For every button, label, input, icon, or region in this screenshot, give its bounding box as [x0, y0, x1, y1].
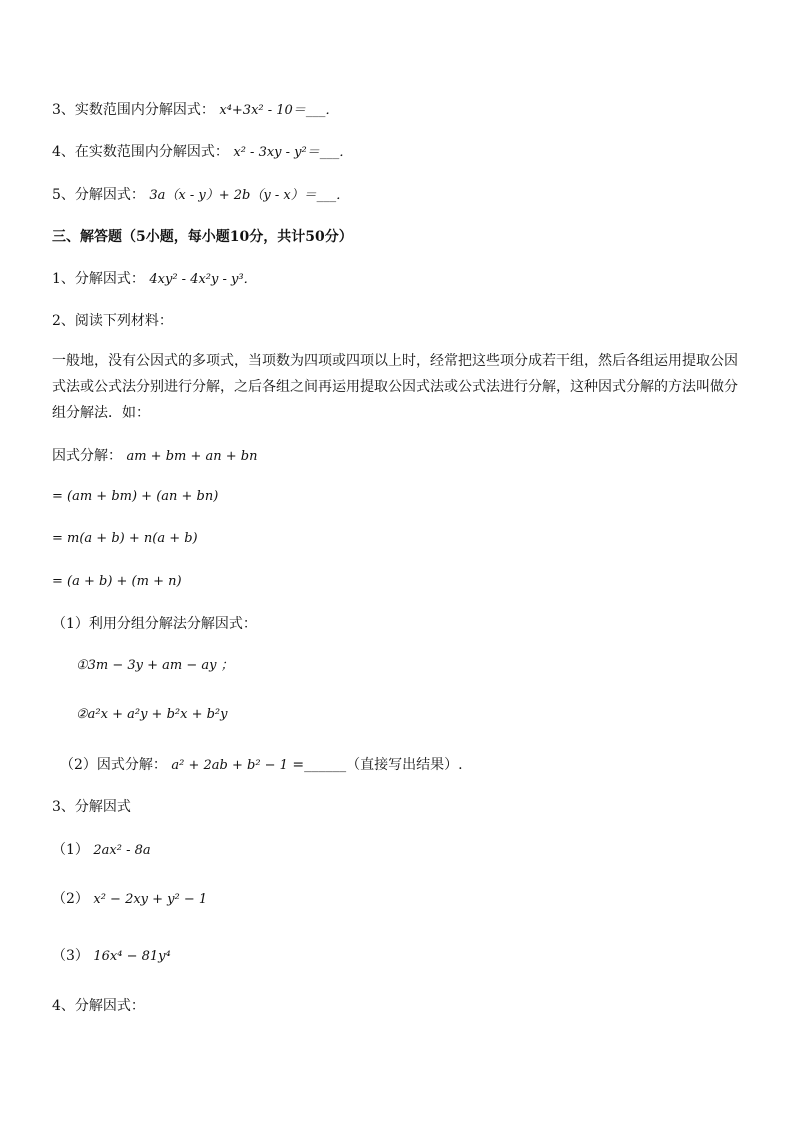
section-3-title: 三、解答题（5小题，每小题10分，共计50分） [52, 229, 353, 245]
example-line [52, 447, 257, 466]
example-step-2: = m(a + b) + n(a + b) [52, 531, 198, 546]
part-1-label: （1）利用分组分解法分解因式： [52, 616, 257, 632]
part-2-label: （2）因式分解： [60, 757, 167, 773]
question-5-label: 5、分解因式： [52, 187, 145, 203]
question-3-expr: x⁴+3x² - 10＝___． [219, 103, 339, 118]
solution-question-4-label: 4、分解因式： [52, 998, 145, 1014]
solution-question-2-label: 2、阅读下列材料： [52, 313, 173, 329]
solution-question-1 [52, 270, 257, 289]
example-label: 因式分解： [52, 448, 122, 464]
material-paragraph: 一般地，没有公因式的多项式，当项数为四项或四项以上时，经常把这些项分成若干组，然后各组运用提取公因式法或公式法分别进行分解，之后各组之间再运用提取公因式法或公式法进行分解，这种因式分解的方法叫做分组分解法．如： [52, 353, 738, 421]
part-2-suffix: =______（直接写出结果）. [292, 757, 463, 773]
solution-question-1-label: 1、分解因式： [52, 271, 145, 287]
sq3-part-1-expr: 2ax² - 8a [93, 843, 151, 858]
sq3-part-1-label: （1） [52, 842, 89, 858]
sq3-part-1 [52, 841, 151, 860]
sq3-part-3-expr: 16x⁴ − 81y⁴ [93, 949, 171, 964]
part-1-b: ②a²x + a²y + b²x + b²y [76, 707, 228, 722]
sq3-part-2-label: （2） [52, 891, 89, 907]
part-2-line [60, 756, 463, 775]
example-step-3: = (a + b) + (m + n) [52, 574, 182, 589]
part-2-expr: a² + 2ab + b² − 1 [171, 758, 288, 773]
question-5 [52, 186, 349, 205]
question-4 [52, 143, 352, 162]
part-1-a: ①3m − 3y + am − ay ； [76, 658, 234, 673]
question-4-label: 4、在实数范围内分解因式： [52, 144, 229, 160]
solution-question-1-expr: 4xy² - 4x²y - y³． [149, 272, 257, 287]
example-step-1: = (am + bm) + (an + bn) [52, 489, 219, 504]
question-3 [52, 101, 338, 120]
sq3-part-3 [52, 947, 171, 966]
question-4-expr: x² - 3xy - y²＝___． [233, 145, 353, 160]
sq3-part-3-label: （3） [52, 948, 89, 964]
sq3-part-2-expr: x² − 2xy + y² − 1 [93, 892, 208, 907]
sq3-part-2 [52, 890, 207, 909]
question-3-label: 3、实数范围内分解因式： [52, 102, 215, 118]
example-expr: am + bm + an + bn [126, 449, 258, 464]
question-5-expr: 3a（x - y）+ 2b（y - x）＝___． [149, 188, 350, 203]
solution-question-3-label: 3、分解因式 [52, 799, 131, 815]
